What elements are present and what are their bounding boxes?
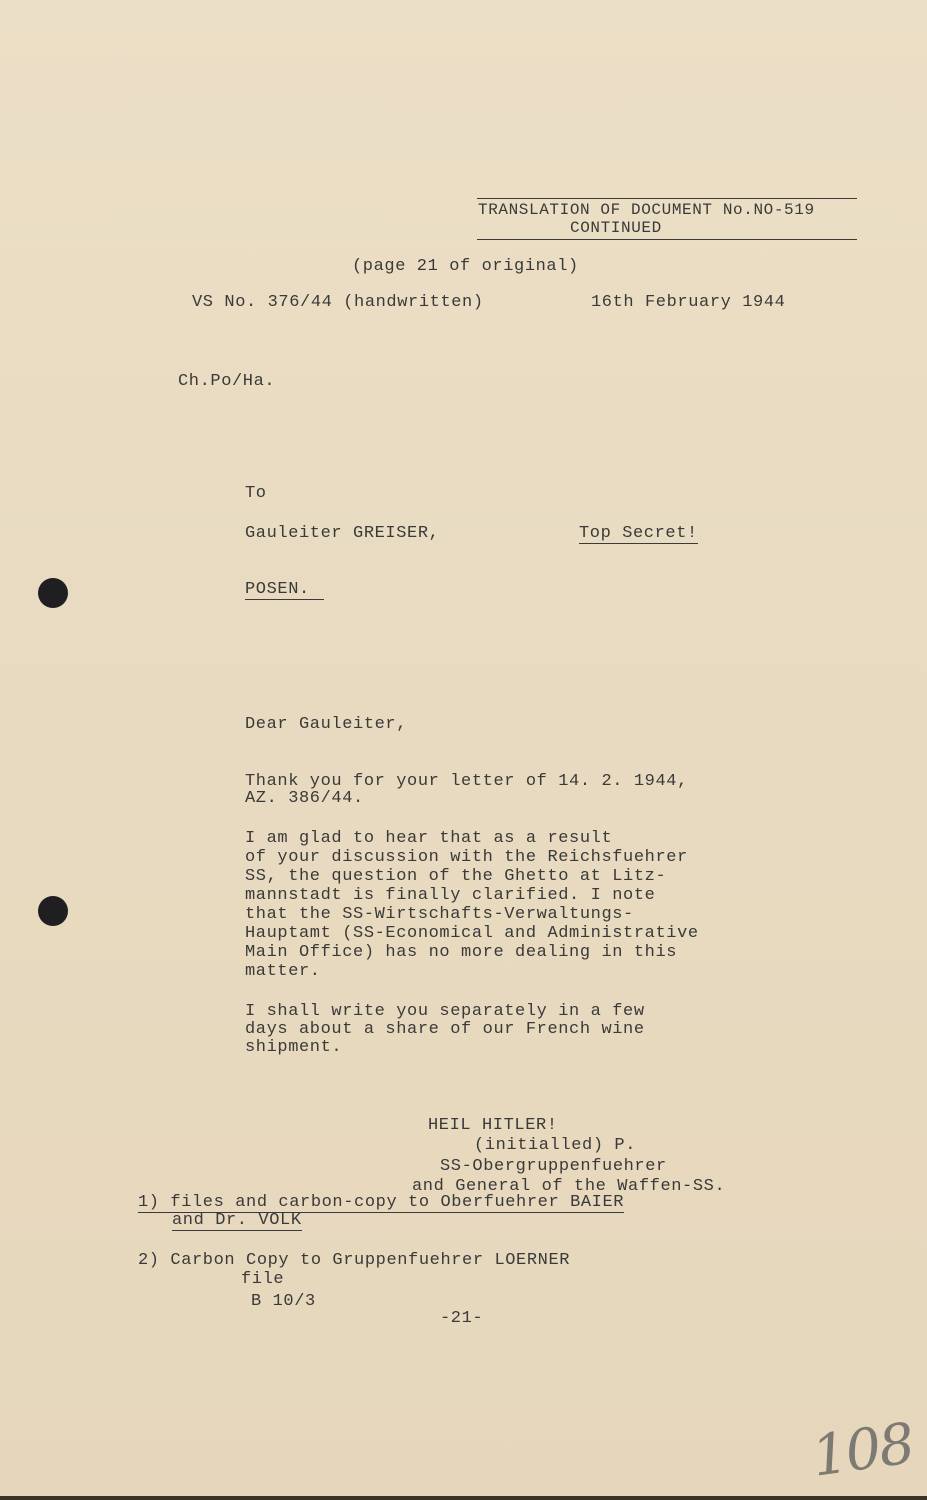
header-continued: CONTINUED xyxy=(570,219,662,237)
paragraph-2-line-7: Main Office) has no more dealing in this xyxy=(245,943,678,962)
paragraph-2-line-8: matter. xyxy=(245,962,321,981)
address-city: POSEN. xyxy=(245,580,324,600)
header-title: TRANSLATION OF DOCUMENT No.NO-519 xyxy=(478,201,815,219)
salutation: Dear Gauleiter, xyxy=(245,715,408,734)
paragraph-2-line-4: mannstadt is finally clarified. I note xyxy=(245,886,656,905)
punch-hole-upper xyxy=(38,578,68,608)
distribution-item-1-cont: and Dr. VOLK xyxy=(172,1211,302,1230)
handwritten-folio-number: 108 xyxy=(807,1411,917,1490)
vs-number: VS No. 376/44 (handwritten) xyxy=(192,293,484,312)
paragraph-3-line-1: I shall write you separately in a few xyxy=(245,1002,645,1021)
closing-rank: SS-Obergruppenfuehrer xyxy=(440,1157,667,1176)
paragraph-2-line-5: that the SS-Wirtschafts-Verwaltungs- xyxy=(245,905,634,924)
letter-date: 16th February 1944 xyxy=(591,293,786,312)
paragraph-2-line-1: I am glad to hear that as a result xyxy=(245,829,613,848)
file-number: B 10/3 xyxy=(251,1292,316,1311)
header-top-rule xyxy=(477,198,857,199)
page-number: -21- xyxy=(440,1309,484,1328)
punch-hole-lower xyxy=(38,896,68,926)
file-code: Ch.Po/Ha. xyxy=(178,372,276,391)
address-to: To xyxy=(245,484,267,503)
classification-label: Top Secret! xyxy=(579,524,698,543)
closing-title: and General of the Waffen-SS. xyxy=(412,1177,726,1196)
distribution-item-1: 1) files and carbon-copy to Oberfuehrer BAIER xyxy=(138,1193,625,1212)
page-reference: (page 21 of original) xyxy=(352,257,579,276)
paragraph-2-line-3: SS, the question of the Ghetto at Litz- xyxy=(245,867,667,886)
file-label: file xyxy=(241,1270,285,1289)
paragraph-3-line-2: days about a share of our French wine xyxy=(245,1020,645,1039)
paragraph-1-line-1: Thank you for your letter of 14. 2. 1944, xyxy=(245,772,688,791)
paragraph-3-line-3: shipment. xyxy=(245,1038,343,1057)
paragraph-1-line-2: AZ. 386/44. xyxy=(245,789,364,808)
header-bottom-rule xyxy=(477,239,857,240)
paragraph-2-line-6: Hauptamt (SS-Economical and Administrative xyxy=(245,924,699,943)
address-recipient: Gauleiter GREISER, xyxy=(245,524,440,543)
page-bottom-edge xyxy=(0,1496,927,1500)
distribution-item-2: 2) Carbon Copy to Gruppenfuehrer LOERNER xyxy=(138,1251,571,1270)
closing-greeting: HEIL HITLER! xyxy=(428,1116,558,1135)
paragraph-2-line-2: of your discussion with the Reichsfuehrer xyxy=(245,848,688,867)
closing-initials: (initialled) P. xyxy=(474,1136,637,1155)
